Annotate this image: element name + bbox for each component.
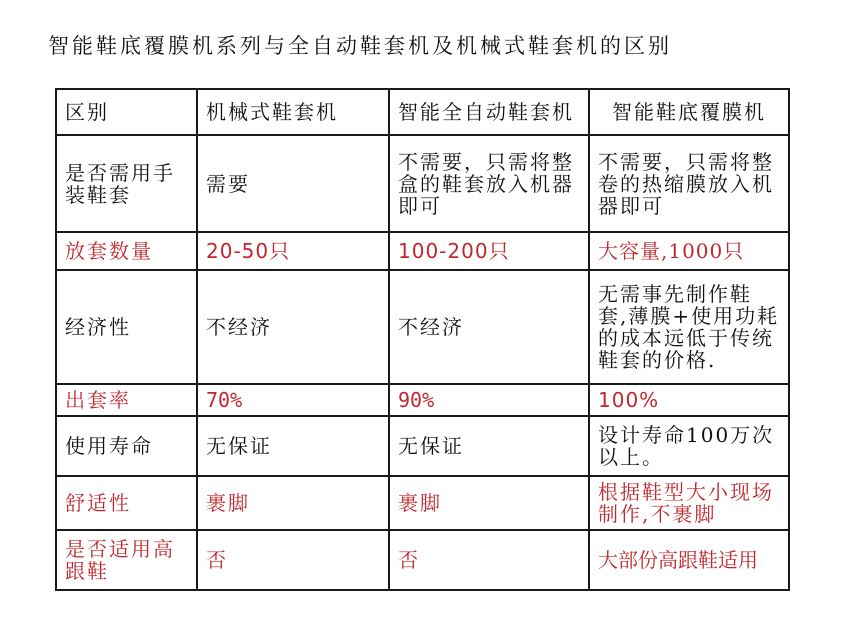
row-label-capacity: 放套数量 [56,232,197,270]
comparison-table [55,88,790,591]
cell-mechanical-value: 70% [197,384,389,416]
cell-film-machine-value: 不需要，只需将整卷的热缩膜放入机器即可 [589,135,789,232]
cell-mechanical-value: 无保证 [197,416,389,476]
cell-film-machine-value: 根据鞋型大小现场制作,不裹脚 [589,476,789,530]
cell-film-machine-value: 大容量,1000只 [589,232,789,270]
cell-auto-cover-value: 不经济 [389,270,589,384]
table-row [56,476,789,530]
table-row [56,530,789,590]
cell-mechanical-value: 20-50只 [197,232,389,270]
row-label-manual-loading: 是否需用手装鞋套 [56,135,197,232]
header-cell-auto-cover: 智能全自动鞋套机 [389,89,589,135]
cell-mechanical-value: 否 [197,530,389,590]
table-header-row [56,89,789,135]
table-row [56,135,789,232]
table-row [56,232,789,270]
cell-auto-cover-value: 无保证 [389,416,589,476]
row-label-high-heels: 是否适用高跟鞋 [56,530,197,590]
header-cell-film-machine: 智能鞋底覆膜机 [589,89,789,135]
table-row [56,270,789,384]
cell-film-machine-value: 100% [589,384,789,416]
row-label-comfort: 舒适性 [56,476,197,530]
table-row [56,384,789,416]
cell-mechanical-value: 不经济 [197,270,389,384]
cell-mechanical-value: 需要 [197,135,389,232]
cell-film-machine-value: 设计寿命100万次以上。 [589,416,789,476]
cell-film-machine-value: 大部份高跟鞋适用 [589,530,789,590]
cell-auto-cover-value: 90% [389,384,589,416]
page-title: 智能鞋底覆膜机系列与全自动鞋套机及机械式鞋套机的区别 [48,34,672,58]
row-label-lifespan: 使用寿命 [56,416,197,476]
cell-auto-cover-value: 裹脚 [389,476,589,530]
cell-auto-cover-value: 100-200只 [389,232,589,270]
cell-auto-cover-value: 不需要，只需将整盒的鞋套放入机器即可 [389,135,589,232]
header-cell-mechanical: 机械式鞋套机 [197,89,389,135]
cell-mechanical-value: 裹脚 [197,476,389,530]
cell-film-machine-value: 无需事先制作鞋套,薄膜+使用功耗的成本远低于传统鞋套的价格. [589,270,789,384]
row-label-output-rate: 出套率 [56,384,197,416]
cell-auto-cover-value: 否 [389,530,589,590]
row-label-economy: 经济性 [56,270,197,384]
table-row [56,416,789,476]
header-cell-difference: 区别 [56,89,197,135]
